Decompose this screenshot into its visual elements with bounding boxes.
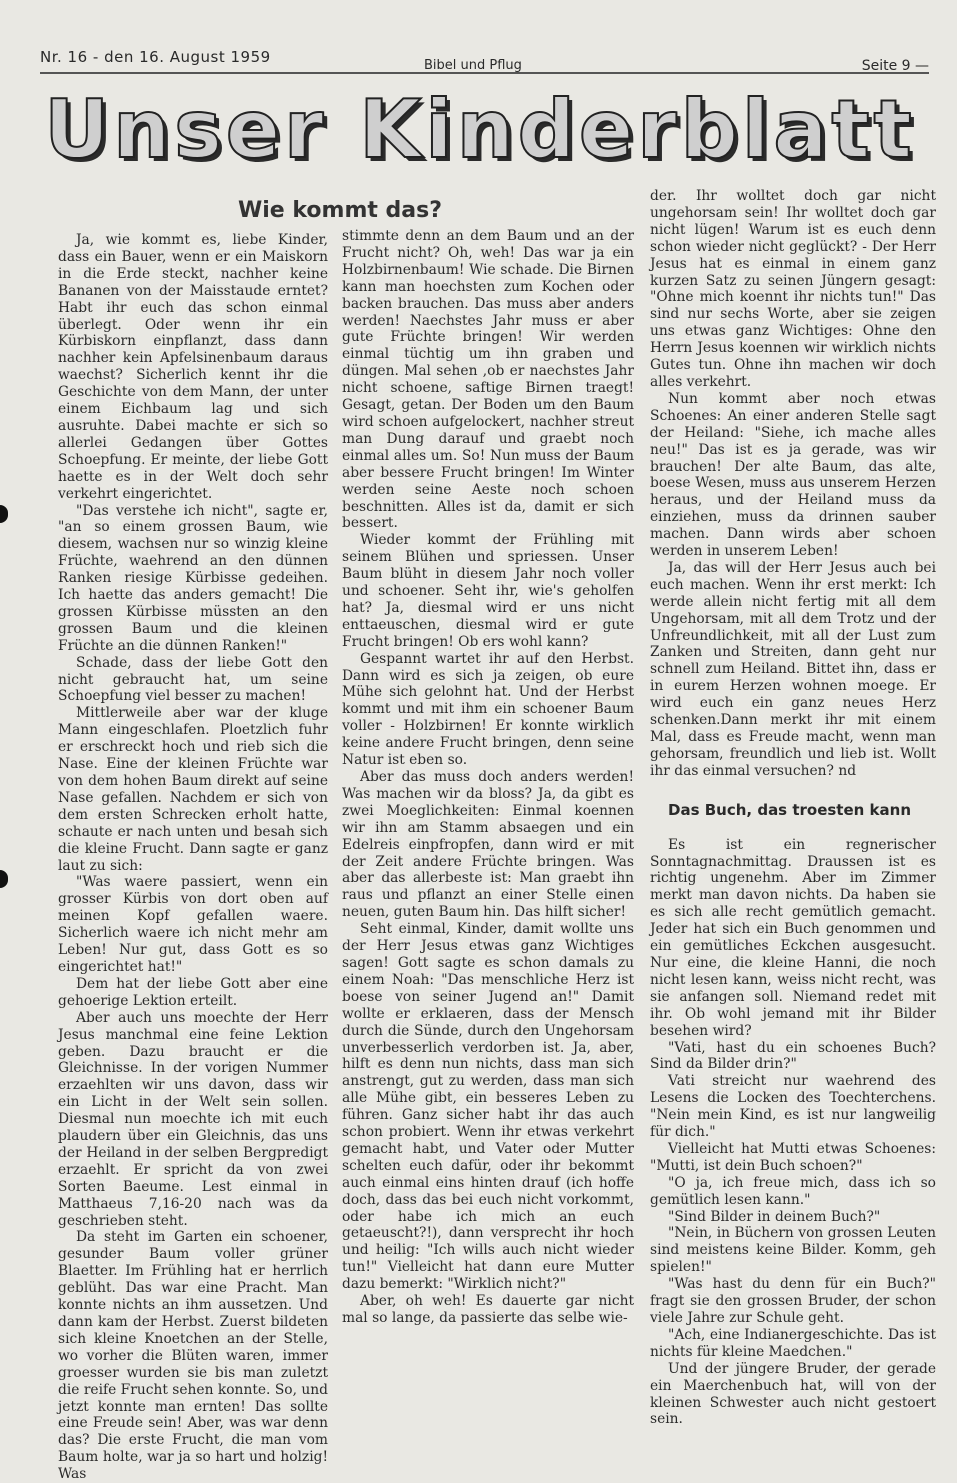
paragraph: Schade, dass der liebe Gott den nicht gebraucht hat, um seine Schoepfung viel besser zu machen! bbox=[58, 654, 328, 705]
paragraph: Mittlerweile aber war der kluge Mann eingeschlafen. Ploetzlich fuhr er erschreckt hoch und rieb sich die Nase. Eine der kleinen Früchte war von dem hohen Baum direkt auf seine Nase gefallen. Nachdem er sich von dem ersten Schrecken erholt hatte, schaute er nach unten und besah sich die kleine Frucht. Dann sagte er ganz laut zu sich: bbox=[58, 705, 328, 874]
paragraph: Seht einmal, Kinder, damit wollte uns der Herr Jesus etwas ganz Wichtiges sagen! Gott sagte es schon damals zu einem Noah: "Das menschliche Herz ist boese von seiner Jugend an!" Damit wollte er erklaeren, dass der Mensch durch die Sünde, durch den Ungehorsam unverbesserlich verdorben ist. Ja, aber, hilft es denn nun nichts, dass man sich anstrengt, gut zu werden, dass man sich alle Mühe gibt, ein besseres Leben zu führen. Ganz sicher habt ihr das auch schon probiert. Wenn ihr etwas verkehrt gemacht habt, und Vater oder Mutter schelten euch dafür, oder ihr bekommt auch einmal eins hinten drauf (ich hoffe doch, dass das bei euch nicht vorkommt, oder habe ich mich an euch getaeuscht?!), dann versprecht ihr hoch und heilig: "Ich wills auch nicht wieder tun!" Vielleicht hat dann eure Mutter dazu bemerkt: "Wirklich nicht?" bbox=[342, 921, 634, 1293]
issue-date: Nr. 16 - den 16. August 1959 bbox=[40, 48, 271, 66]
article-title: Wie kommt das? bbox=[237, 198, 442, 223]
paragraph: "Das verstehe ich nicht", sagte er, "an so einem grossen Baum, wie diesem, wachsen nur so winzig kleine Früchte, waehrend an den dünnen Ranken riesige Kürbisse gedeihen. Ich haette das anders gemacht! Die grossen Kürbisse müssten an den grossen Baum und die kleinen Früchte an die dünnen Ranken!" bbox=[58, 502, 328, 654]
paragraph: "Nein, in Büchern von grossen Leuten sind meistens keine Bilder. Komm, geh spielen!" bbox=[650, 1225, 936, 1276]
paragraph: "Sind Bilder in deinem Buch?" bbox=[668, 1208, 881, 1225]
paragraph: "Was waere passiert, wenn ein grosser Kürbis von dort oben auf meinen Kopf gefallen waere. Sicherlich waere ich nicht mehr am Leben! Nur gut, dass Gott es so eingerichtet hat!" bbox=[58, 874, 328, 975]
paragraph: Nun kommt aber noch etwas Schoenes: An einer anderen Stelle sagt der Heiland: "Siehe, ich mache alles neu!" Das ist es ja gerade, was wir brauchen! Der alte Baum, das alte, boese Wesen, muss aus unserem Herzen heraus, und der Heiland muss da einziehen, muss da drinnen sauber machen. Dann wirds aber schoen werden in unserem Leben! bbox=[650, 390, 936, 560]
paragraph: Aber auch uns moechte der Herr Jesus manchmal eine feine Lektion geben. Dazu braucht er die Gleichnisse. In der vorigen Nummer erzaehlten wir uns davon, dass wir ein Licht in der Welt sein sollen. Diesmal nun moechte ich mit euch plaudern über ein Gleichnis, das uns der Heiland in der selben Bergpredigt erzaehlt. Er spricht da von zwei Sorten Baeume. Lest einmal in Matthaeus 7,16-20 nach was da geschrieben steht. bbox=[58, 1009, 328, 1229]
paragraph: Vielleicht hat Mutti etwas Schoenes: "Mutti, ist dein Buch schoen?" bbox=[650, 1140, 936, 1174]
binder-hole bbox=[0, 505, 8, 523]
paragraph: Ja, wie kommt es, liebe Kinder, dass ein Bauer, wenn er ein Maiskorn in die Erde steckt, nachher keine Bananen von der Maisstaude erntet? Habt ihr euch das schon einmal überlegt. Oder wenn ihr ein Kürbiskorn einpflanzt, dass dann nachher kein Apfelsinenbaum daraus waechst? Sicherlich kennt ihr die Geschichte von dem Mann, der unter einem Eichbaum lag und sich ausruhte. Dabei machte er sich so allerlei Gedangen über Gottes Schoepfung. Er meinte, der liebe Gott haette es in der Welt doch sehr verkehrt eingerichtet. bbox=[58, 232, 328, 502]
paragraph: Wieder kommt der Frühling mit seinem Blühen und spriessen. Unser Baum blüht in diesem Jahr noch voller und schoener. Seht ihr, wie's geholfen hat? Ja, diesmal wird er uns nicht enttaeuschen, diesmal wird er gute Frucht bringen! Ob ers wohl kann? bbox=[342, 532, 634, 650]
paragraph: "Was hast du denn für ein Buch?" fragt sie den grossen Bruder, der schon viele Jahre zur Schule geht. bbox=[650, 1276, 936, 1326]
paragraph: Dem hat der liebe Gott aber eine gehoerige Lektion erteilt. bbox=[58, 975, 328, 1009]
paragraph: Gespannt wartet ihr auf den Herbst. Dann wird es sich ja zeigen, ob eure Mühe sich gelohnt hat. Und der Herbst kommt und mit ihm ein schoener Baum voller - Holzbirnen! Er konnte wirklich keine andere Frucht bringen, denn seine Natur ist eben so. bbox=[342, 650, 634, 769]
page-number: Seite 9 — bbox=[861, 58, 929, 74]
paragraph: der. Ihr wolltet doch gar nicht ungehorsam sein! Ihr wolltet doch gar nicht lügen! Warum ist es euch denn schon wieder nicht geglückt? - Der Herr Jesus hat es einmal in einem ganz kurzen Satz zu seinen Jüngern gesagt: "Ohne mich koennt ihr nichts tun!" Das sind nur sechs Worte, aber sie zeigen uns etwas ganz Wichtiges: Ohne den Herrn Jesus koennen wir wirklich nichts Gutes tun. Ohne ihn machen wir doch alles verkehrt. bbox=[650, 188, 936, 390]
text-column-2 bbox=[342, 228, 634, 1408]
paragraph: "O ja, ich freue mich, dass ich so gemütlich lesen kann." bbox=[650, 1174, 936, 1208]
masthead-title: Unser Kinderblatt bbox=[44, 83, 916, 176]
paragraph: "Vati, hast du ein schoenes Buch? Sind da Bilder drin?" bbox=[650, 1039, 936, 1073]
publication-name: Bibel und Pflug bbox=[424, 58, 522, 73]
paragraph: stimmte denn an dem Baum und an der Frucht nicht? Oh, weh! Das war ja ein Holzbirnenbaum! Wie schade. Die Birnen kann man hoechsten zum Kochen oder backen brauchen. Das muss aber anders werden! Naechstes Jahr muss er aber gute Früchte bringen! Wir werden einmal tüchtig um ihn graben und düngen. Mal sehen ,ob er naechstes Jahr nicht schoene, saftige Birnen traegt! Gesagt, getan. Der Boden um den Baum wird schoen aufgelockert, nachher streut man Dung darauf und graebt noch einmal alles um. So! Nun muss der Baum aber bessere Frucht bringen! Im Winter werden seine Aeste noch schoen beschnitten. Alles ist da, damit er sich bessert. bbox=[342, 228, 634, 532]
binder-hole bbox=[0, 870, 8, 888]
paragraph: Vati streicht nur waehrend des Lesens die Locken des Toechterchens. "Nein mein Kind, es ist nur langweilig für dich." bbox=[650, 1073, 936, 1141]
paragraph: Es ist ein regnerischer Sonntagnachmittag. Draussen ist es richtig ungenehm. Aber im Zimmer merkt man davon nichts. Da haben sie es sich alle recht gemütlich gemacht. Jeder hat sich ein Buch genommen und ein gemütliches Eckchen ausgesucht. Nur eine, die kleine Hanni, die noch nicht lesen kann, weiss nicht recht, was sie anfangen soll. Niemand redet mit ihr. Ob wohl jemand mit ihr Bilder besehen wird? bbox=[650, 836, 936, 1039]
page-header bbox=[40, 48, 929, 74]
text-column-3 bbox=[650, 188, 936, 1428]
paragraph: Aber, oh weh! Es dauerte gar nicht mal so lange, da passierte das selbe wie- bbox=[342, 1293, 634, 1326]
paragraph: "Ach, eine Indianergeschichte. Das ist nichts für kleine Maedchen." bbox=[650, 1326, 936, 1360]
paragraph: Da steht im Garten ein schoener, gesunder Baum voller grüner Blaetter. Im Frühling hat er herrlich geblüht. Das war eine Pracht. Man konnte nichts an ihm aussetzen. Und dann kam der Herbst. Zuerst bildeten sich kleine Knoetchen an der Stelle, wo vorher die Blüten waren, immer groesser wurden sie bis man zuletzt die reife Frucht sehen konnte. So, und jetzt konnte man ernten! Das sollte eine Freude sein! Aber, was war denn das? Die erste Frucht, die man vom Baum holte, war ja so hart und holzig! Was bbox=[58, 1229, 328, 1483]
paragraph: Aber das muss doch anders werden! Was machen wir da bloss? Ja, da gibt es zwei Moeglichkeiten: Einmal koennen wir ihn am Stamm absaegen und ein Edelreis einpfropfen, dann wird er mit der Zeit andere Früchte bringen. Was aber das allerbeste ist: Man graebt ihn raus und pflanzt an einer Stelle einen neuen, guten Baum hin. Das hilft sicher! bbox=[342, 769, 634, 921]
paragraph: Und der jüngere Bruder, der gerade ein Maerchenbuch hat, will von der kleinen Schwester auch nicht gestoert sein. bbox=[650, 1360, 936, 1428]
paragraph: Ja, das will der Herr Jesus auch bei euch machen. Wenn ihr erst merkt: Ich werde allein nicht fertig mit all dem Ungehorsam, mit all dem Trotz und der Unfreundlichkeit, mit all der Lust zum Zanken und Streiten, dann geht nur schnell zum Heiland. Bittet ihn, dass er in eurem Herzen wohnen moege. Er wird euch ein ganz neues Herz schenken.Dann merkt ihr mit einem Mal, dass es Freude macht, wenn man gehorsam, freundlich und lieb ist. Wollt ihr das einmal versuchen? nd bbox=[650, 559, 936, 779]
text-column-1 bbox=[58, 232, 328, 1483]
story-title: Das Buch, das troesten kann bbox=[668, 800, 912, 819]
